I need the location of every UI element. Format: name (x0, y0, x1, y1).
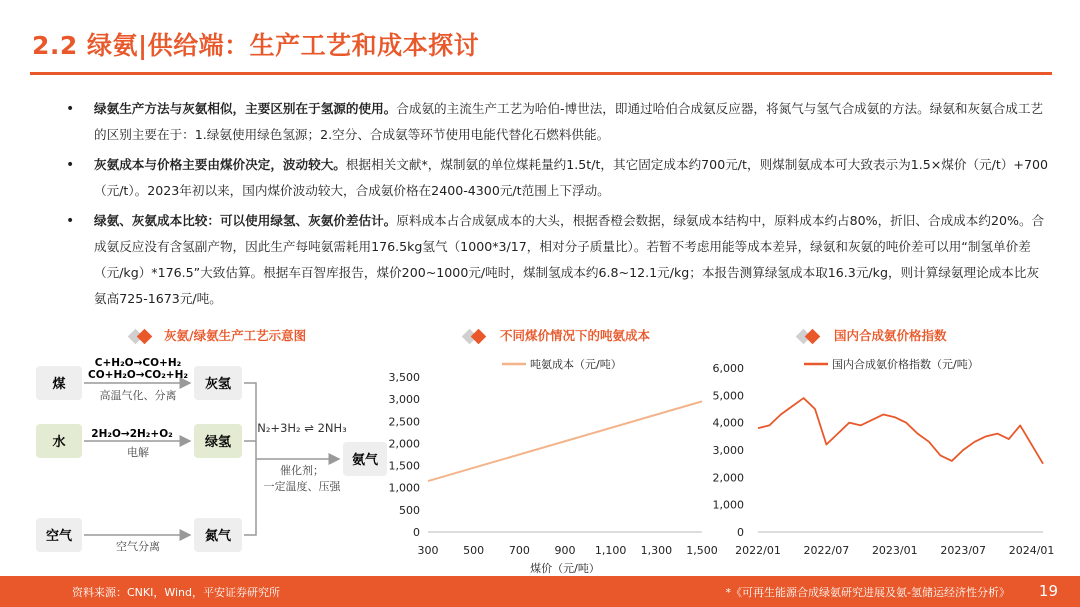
water-reaction: 2H₂O→2H₂+O₂ (91, 428, 173, 440)
price-line (758, 398, 1043, 464)
coal-label: 煤 (52, 377, 66, 392)
bullet-heading: 灰氨成本与价格主要由煤价决定，波动较大。 (94, 157, 346, 172)
x-tick-label: 700 (508, 544, 530, 557)
x-tick-label: 300 (417, 544, 439, 557)
cost-chart-title: 不同煤价情况下的吨氨成本 (500, 328, 651, 343)
x-tick-label: 900 (554, 544, 576, 557)
bullet-heading: 绿氨生产方法与灰氨相似，主要区别在于氢源的使用。 (94, 101, 397, 116)
conditions-label: 一定温度、压强 (263, 480, 341, 493)
y-tick-label: 500 (399, 503, 420, 517)
merge-bracket (244, 383, 256, 535)
x-tick-label: 1,500 (686, 544, 718, 557)
nitrogen-label: 氮气 (204, 529, 232, 544)
coal-reaction-1: C+H₂O→CO+H₂ (94, 357, 182, 369)
green-hydrogen-label: 绿氢 (204, 435, 232, 450)
x-axis-label: 煤价（元/吨） (530, 562, 600, 575)
bullet-dot: • (66, 101, 75, 117)
page-number: 19 (1038, 582, 1058, 600)
bullet-item (58, 208, 1048, 312)
bullet-text: 根据相关文献*，煤制氨的单位煤耗量约1.5t/t，其它固定成本约700元/t，则煤制氨成本可大致表示为1.5×煤价（元/t）+700（元/t）。2023年初以来，国内煤价波动较大，合成氨价格在2400-4300元/t范围上下浮动。 (94, 157, 1049, 198)
bullet-item (58, 152, 1048, 204)
bullet-item (58, 96, 1048, 148)
x-tick-label: 2023/07 (940, 544, 987, 557)
bullet-list (58, 96, 1048, 316)
y-tick-label: 2,000 (388, 437, 420, 451)
coal-process-label: 高温气化、分离 (99, 389, 177, 402)
bullet-dot: • (66, 213, 75, 229)
legend-label: 国内合成氨价格指数（元/吨） (832, 358, 979, 371)
y-tick-label: 3,000 (712, 444, 744, 457)
x-tick-label: 2022/01 (735, 544, 781, 557)
x-tick-label: 2024/01 (1008, 544, 1055, 557)
process-diagram (30, 350, 390, 572)
y-tick-label: 1,500 (388, 459, 420, 473)
x-tick-label: 2022/07 (803, 544, 850, 557)
footer-note: *《可再生能源合成绿氨研究进展及氨-氢储运经济性分析》 (725, 586, 1010, 599)
footer-source: 资料来源：CNKI，Wind，平安证券研究所 (72, 586, 281, 599)
y-tick-label: 1,000 (388, 481, 420, 495)
bullet-heading: 绿氨、灰氨成本比较：可以使用绿氢、灰氨价差估计。 (94, 213, 397, 228)
y-tick-label: 3,500 (388, 371, 420, 384)
bullet-text: 原料成本占合成氨成本的大头，根据香橙会数据，绿氨成本结构中，原料成本约占80%，折旧、合成成本约20%。合成氨反应没有含氢副产物，因此生产每吨氨需耗用176.5kg氢气（1000*3/17，相对分子质量比）。若暂不考虑用能等成本差异，绿氨和灰氨的吨价差可以用“制氢单价差（元/kg）*176.5”大致估算。根据车百智库报告，煤价200~1000元/吨时，煤制氢成本约6.8~12.1元/kg；本报告测算绿氢成本取16.3元/kg，则计算绿氨理论成本比灰氨高725-1673元/吨。 (94, 213, 1045, 306)
grey-hydrogen-label: 灰氢 (204, 377, 232, 392)
coal-reaction-2: CO+H₂O→CO₂+H₂ (88, 369, 188, 381)
ammonia-label: 氨气 (351, 453, 379, 468)
cost-line (428, 401, 702, 481)
y-tick-label: 5,000 (712, 389, 744, 403)
air-label: 空气 (45, 529, 73, 544)
air-process-label: 空气分离 (116, 540, 160, 553)
cost-chart (380, 350, 720, 576)
diamond-icon (126, 328, 156, 346)
y-tick-label: 0 (413, 526, 420, 539)
price-chart-title: 国内合成氨价格指数 (834, 328, 947, 343)
synthesis-reaction: N₂+3H₂ ⇌ 2NH₃ (257, 421, 347, 435)
y-tick-label: 4,000 (712, 416, 744, 430)
y-tick-label: 6,000 (712, 362, 744, 375)
y-tick-label: 0 (737, 526, 744, 539)
x-tick-label: 500 (463, 544, 485, 557)
x-tick-label: 2023/01 (871, 544, 918, 557)
y-tick-label: 1,000 (712, 498, 744, 512)
y-tick-label: 2,000 (712, 471, 744, 485)
y-tick-label: 3,000 (388, 393, 420, 407)
title-divider (30, 72, 1052, 75)
y-tick-label: 2,500 (388, 415, 420, 429)
bullet-text: 合成氨的主流生产工艺为哈伯-博世法，即通过哈伯合成氨反应器，将氮气与氢气合成氨的方法。绿氨和灰氨合成工艺的区别主要在于：1.绿氨使用绿色氢源；2.空分、合成氨等环节使用电能代替化石燃料供能。 (94, 101, 1044, 142)
diamond-icon (460, 328, 490, 346)
x-tick-label: 1,100 (594, 544, 627, 557)
price-chart (708, 350, 1058, 576)
catalyst-label: 催化剂； (280, 464, 324, 477)
legend-label: 吨氨成本（元/吨） (530, 358, 622, 371)
page-title: 2.2 绿氨|供给端：生产工艺和成本探讨 (32, 31, 480, 60)
x-tick-label: 1,300 (640, 544, 673, 557)
process-diagram-title: 灰氨/绿氨生产工艺示意图 (164, 328, 307, 343)
water-process-label: 电解 (127, 446, 149, 459)
diamond-icon (794, 328, 824, 346)
water-label: 水 (52, 435, 66, 450)
bullet-dot: • (66, 157, 75, 173)
